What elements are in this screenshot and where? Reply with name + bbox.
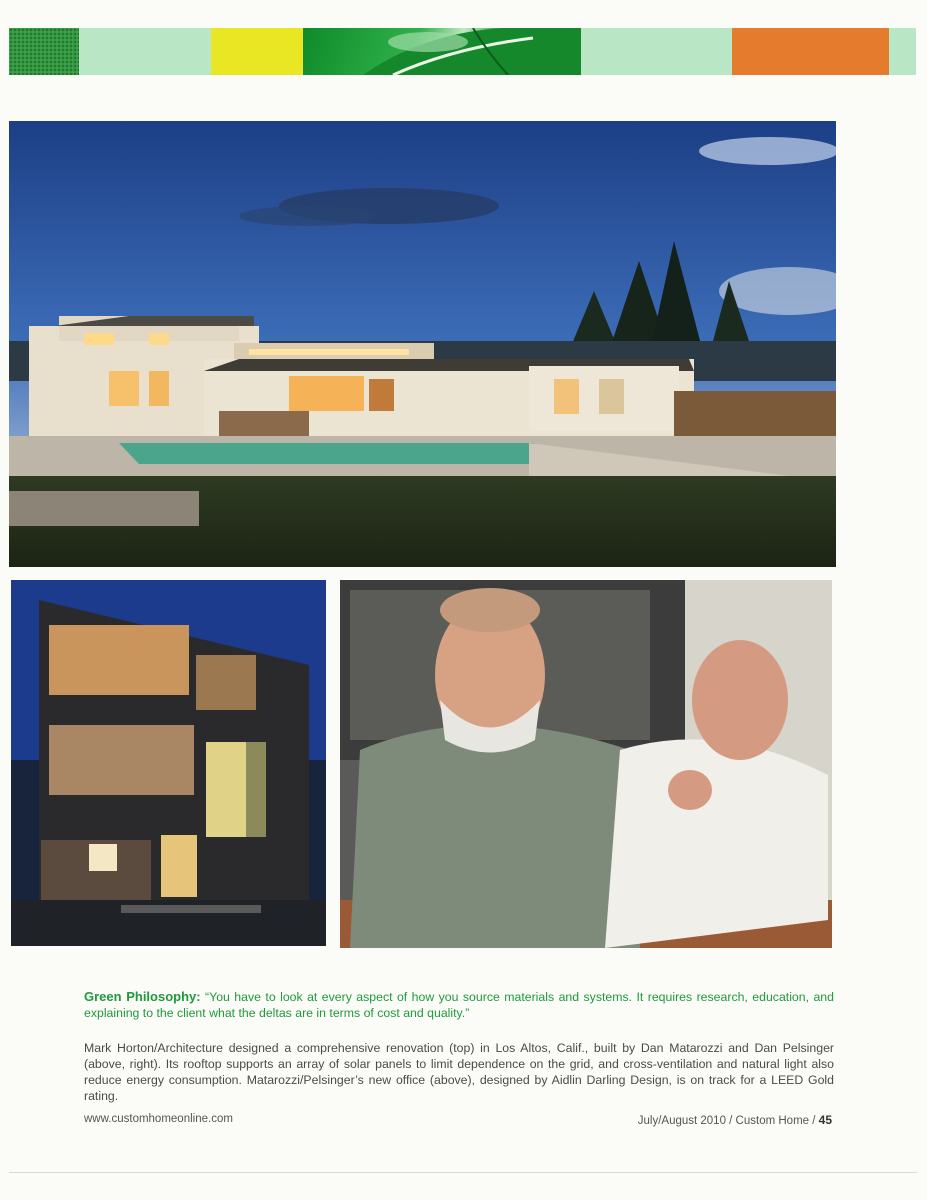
band-swatch-green-dots	[9, 28, 79, 75]
page-divider	[9, 1172, 917, 1173]
photo-caption: Mark Horton/Architecture designed a comprehensive renovation (top) in Los Altos, Calif., built by Dan Matarozzi and Dan Pelsinger (above, right). Its rooftop supports an array of solar panels to limit dependence on the grid, and cross-ventilation and natural light also reduce energy consumption. Matarozzi/Pelsinger’s new office (above), designed by Aidlin Darling Design, is on track for a LEED Gold rating.	[84, 1041, 834, 1103]
band-swatch-mint	[581, 28, 732, 75]
band-swatch-orange	[732, 28, 889, 75]
band-swatch-mint	[79, 28, 211, 75]
issue-label: July/August 2010 / Custom Home /	[637, 1115, 819, 1127]
office-building-photo	[11, 580, 326, 946]
pull-quote-lead: Green Philosophy:	[84, 989, 201, 1004]
website-url: www.customhomeonline.com	[84, 1113, 233, 1125]
band-swatch-mint	[889, 28, 916, 75]
pull-quote	[84, 989, 834, 1021]
pull-quote-text: “You have to look at every aspect of how you source materials and systems. It requires research, education, and explaining to the client what the deltas are in terms of cost and quality.”	[84, 990, 834, 1020]
issue-footer	[638, 1113, 832, 1127]
page-number: 45	[818, 1113, 832, 1127]
band-swatch-yellow	[211, 28, 303, 75]
house-renovation-photo	[9, 121, 836, 567]
band-leaf-image	[303, 28, 581, 75]
builders-portrait-photo	[340, 580, 832, 948]
